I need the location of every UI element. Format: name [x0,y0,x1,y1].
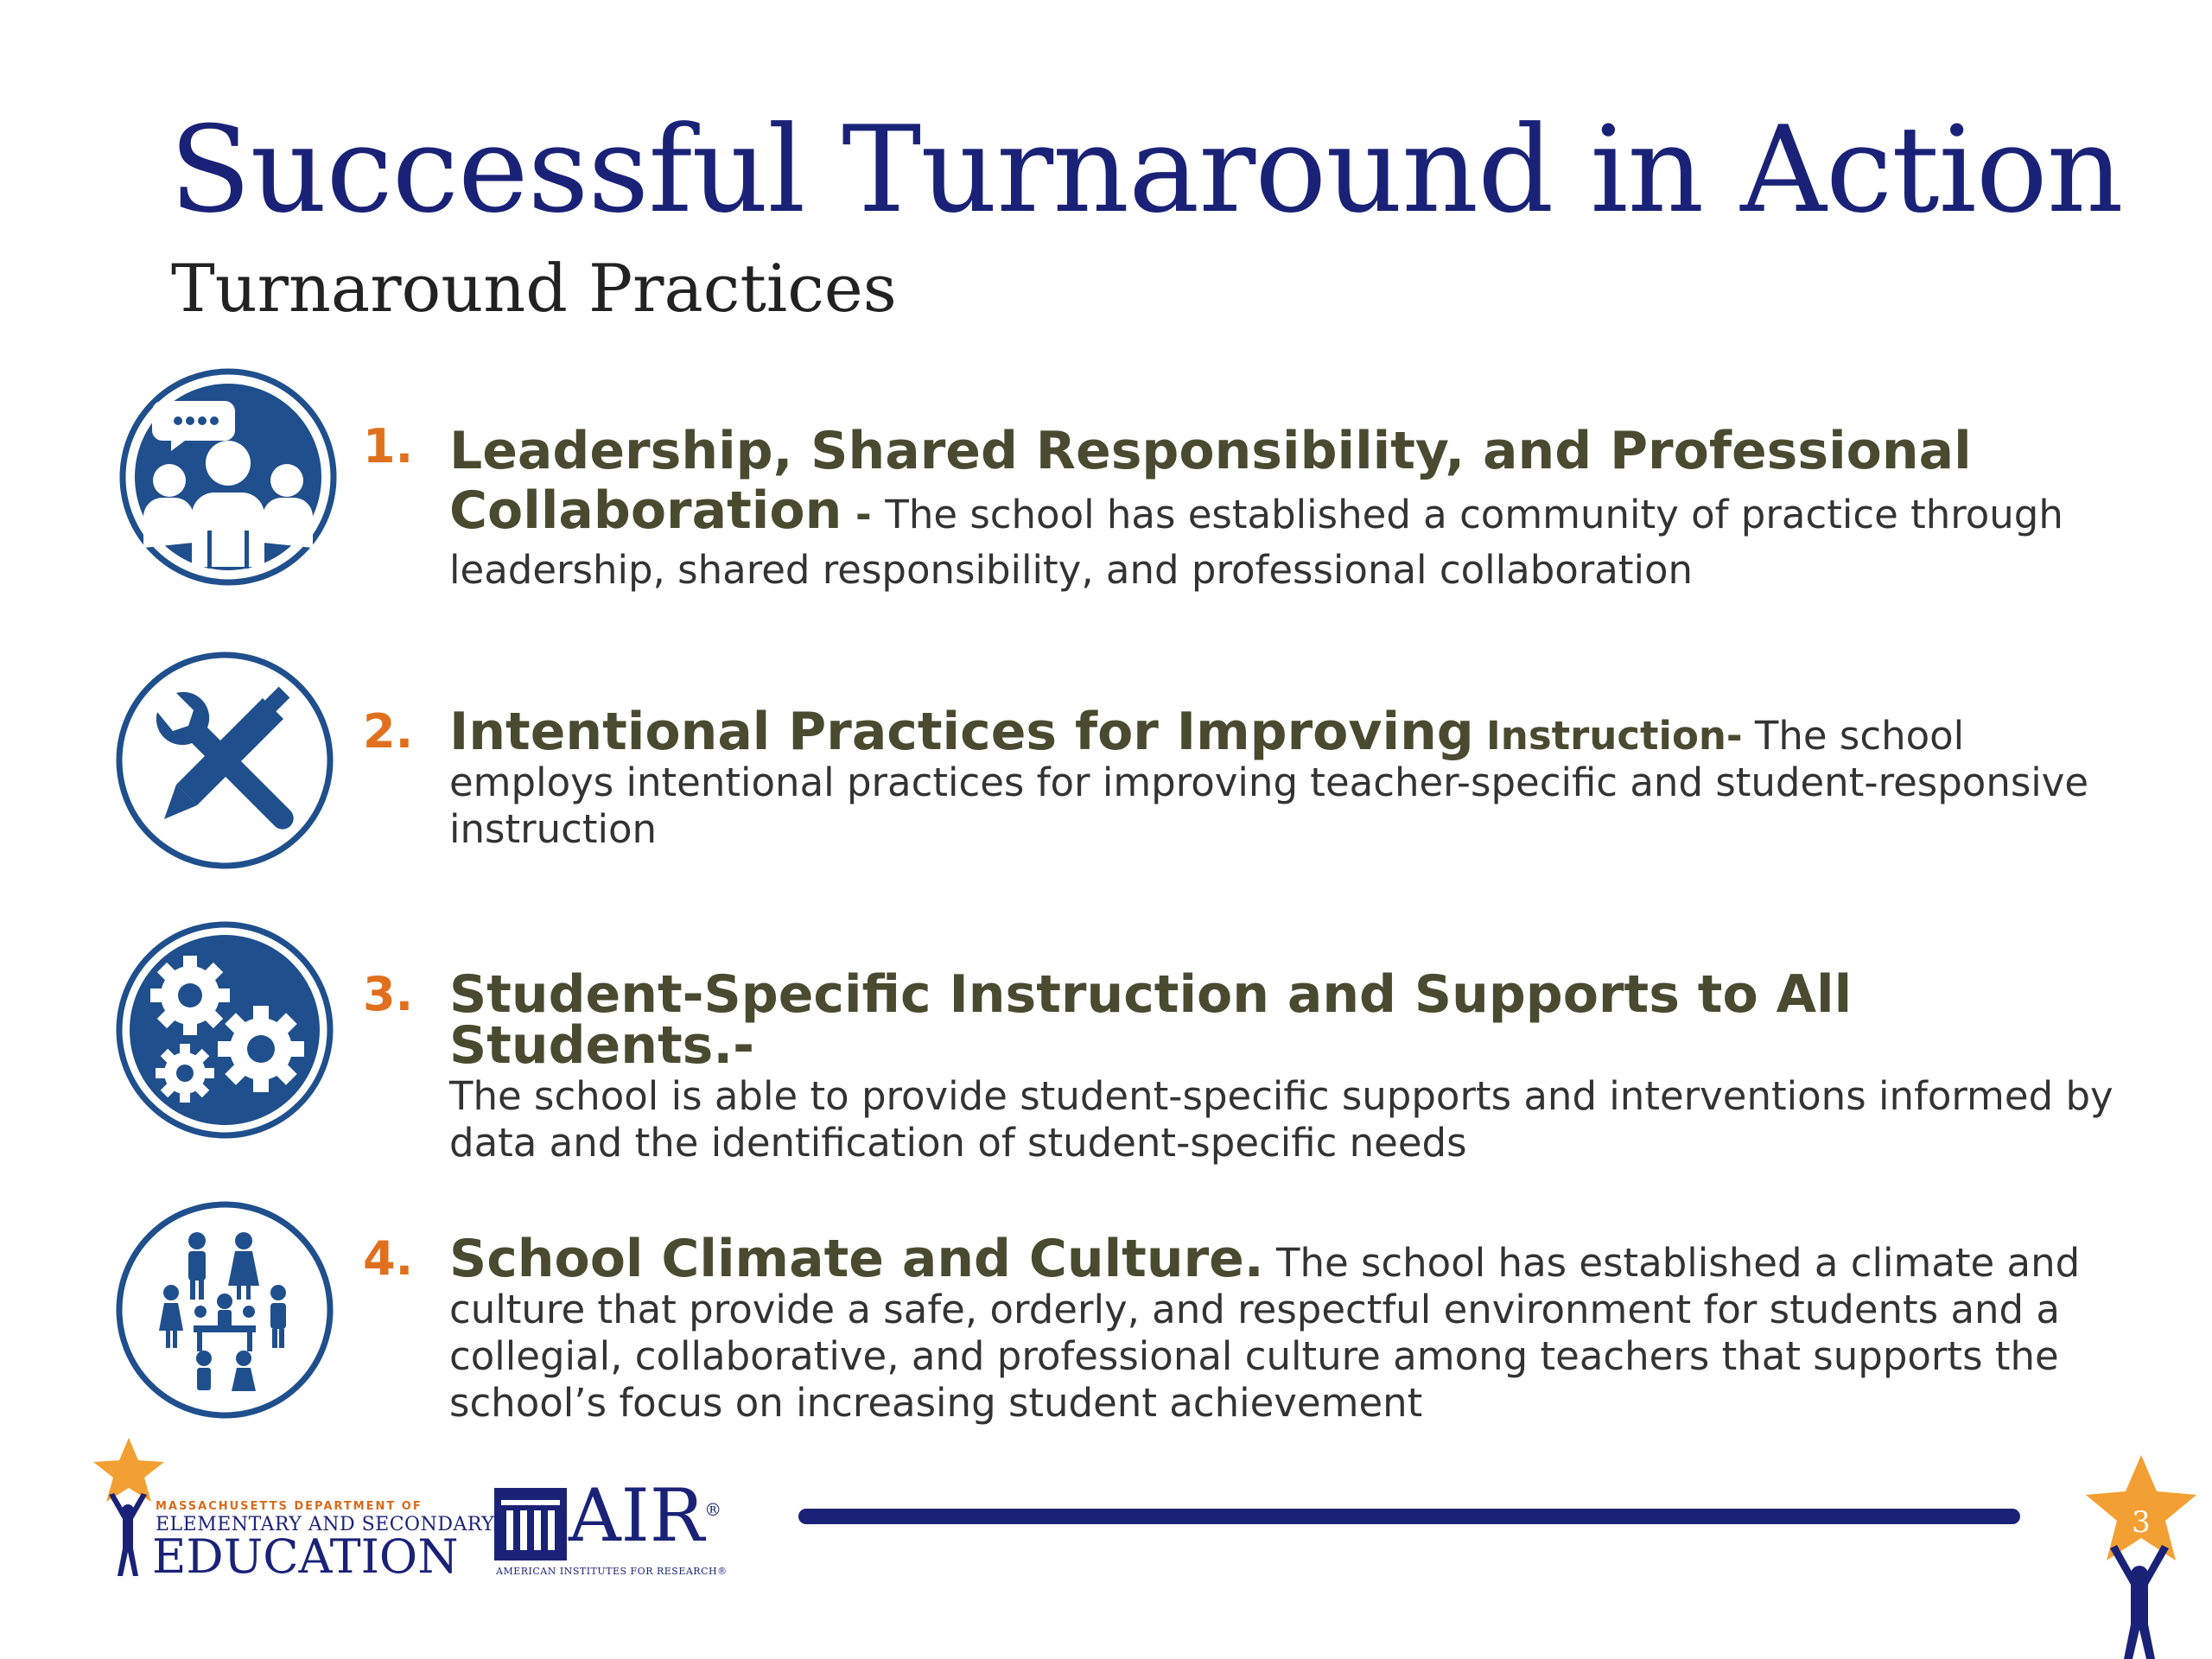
practice-description: The school is able to provide student-specific supports and interventions informed by data and the identification of student-specific needs [449,1073,2113,1166]
wrench-pencil-icon [114,650,335,871]
practice-item-2 [363,702,2126,853]
practice-separator: - [842,492,886,537]
slide-subtitle: Turnaround Practices [171,250,897,327]
practice-heading: Leadership, Shared Responsibility, and Professional Collaboration [449,421,1972,541]
dese-logo-line3: EDUCATION [152,1529,459,1584]
air-logo [494,1473,745,1578]
practice-number: 1. [363,419,414,474]
practice-heading: Intentional Practices for Improving [449,702,1474,762]
practice-item-1 [363,419,2126,598]
slide-title: Successful Turnaround in Action [169,100,2123,239]
practice-heading: Student-Specific Instruction and Supports to All Students.- [449,964,1853,1076]
dese-logo [90,1438,495,1593]
star-figure-icon [2070,1452,2212,1659]
air-wordmark: AIR® [569,1473,722,1558]
practice-description: The school employs intentional practices for improving teacher-specific and student-responsive instruction [449,713,2089,852]
page-number-badge [2070,1452,2212,1659]
page-number: 3 [2132,1505,2151,1540]
practice-item-3 [363,964,2126,1166]
air-tagline: AMERICAN INSTITUTES FOR RESEARCH® [496,1566,728,1577]
dese-logo-line2: ELEMENTARY AND SECONDARY [156,1514,495,1535]
practice-number: 3. [363,967,414,1021]
dese-logo-line1: MASSACHUSETTS DEPARTMENT OF [156,1500,423,1513]
people-discussion-icon [118,366,339,588]
practice-number: 4. [363,1231,414,1286]
school-community-icon [114,1199,335,1421]
practice-heading-small: Instruction- [1486,713,1743,759]
gears-icon [114,919,335,1141]
practice-heading: School Climate and Culture. [449,1229,1264,1289]
practice-item-4 [363,1229,2126,1427]
footer-divider [798,1509,2020,1524]
practice-description: The school has established a climate and culture that provide a safe, orderly, and respectful environment for students and a collegial, collaborative, and professional culture among teachers that supports the school’s focus on increasing student achievement [449,1240,2081,1426]
building-columns-icon [494,1488,567,1560]
practice-description: The school has established a community of practice through leadership, shared responsibility, and professional collaboration [449,492,2063,593]
practice-number: 2. [363,704,414,759]
